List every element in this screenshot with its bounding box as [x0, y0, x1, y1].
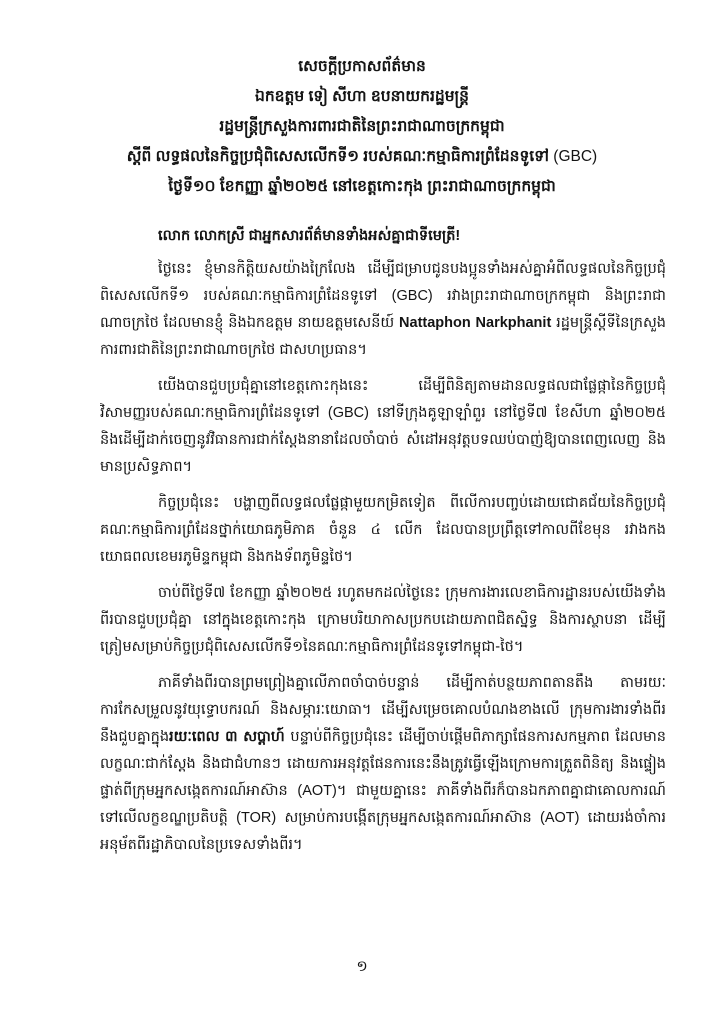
press-release-header: [56, 52, 668, 202]
paragraph-4: [100, 580, 666, 661]
paragraph-text: ថ្ងៃនេះ ខ្ញុំមានកិត្តិយសយ៉ាងក្រៃលែង ដើម្បីជម្រាបជូនបងប្អូនទាំងអស់គ្នាអំពីលទ្ធផលនៃកិច្ចប្រជុំពិសេសលើកទី១ របស់គណៈកម្មាធិការព្រំដែនទូទៅ (GBC) រវាងព្រះរាជាណាចក្រកម្ពុជា និងព្រះរាជាណាចក្រថៃ ដែលមានខ្ញុំ និងឯកឧត្តម នាយឧត្តមសេនីយ៍: [100, 261, 666, 331]
document-title: សេចក្តីប្រកាសព័ត៌មាន: [298, 58, 426, 75]
paragraph-text: ចាប់ពីថ្ងៃទី៧ ខែកញ្ញា ឆ្នាំ២០២៥ រហូតមកដល់ថ្ងៃនេះ ក្រុមការងារលេខាធិការដ្ឋានរបស់យើងទាំងពីរបានជួបប្រជុំគ្នា នៅក្នុងខេត្តកោះកុង ក្រោមបរិយាកាសប្រកបដោយភាពជិតស្និទ្ធ និងការស្ថាបនា ដើម្បីត្រៀមសម្រាប់កិច្ចប្រជុំពិសេសលើកទី១នៃគណៈកម្មាធិការព្រំដែនទូទៅកម្ពុជា-ថៃ។: [100, 585, 666, 655]
document-date-location: ថ្ងៃទី១០ ខែកញ្ញា ឆ្នាំ២០២៥ នៅខេត្តកោះកុង ព្រះរាជាណាចក្រកម្ពុជា: [168, 178, 556, 195]
page-number: ១: [356, 958, 368, 975]
paragraph-text: បន្ទាប់ពីកិច្ចប្រជុំនេះ ដើម្បីចាប់ផ្តើមពិភាក្សាផែនការសកម្មភាព ដែលមានលក្ខណៈជាក់ស្តែង និងជាជំហានៗ ដោយការអនុវត្តផែនការនេះនឹងត្រូវធ្វើឡើងក្រោមការត្រួតពិនិត្យ និងផ្ទៀងផ្ទាត់ពីក្រុមអ្នកសង្កេតការណ៍អាស៊ាន (AOT)។ ជាមួយគ្នានេះ ភាគីទាំងពីរក៏បានឯកភាពគ្នាជាគោលការណ៍ទៅលើលក្ខខណ្ឌប្រតិបត្តិ (TOR) សម្រាប់ការបង្កើតក្រុមអ្នកសង្កេតការណ៍អាស៊ាន (AOT) ដោយរង់ចាំការអនុម័តពីរដ្ឋាភិបាលនៃប្រទេសទាំងពីរ។: [100, 729, 666, 853]
document-subject: [56, 142, 668, 172]
paragraph-5: [100, 670, 666, 859]
paragraph-text: កិច្ចប្រជុំនេះ បង្ហាញពីលទ្ធផលផ្លែផ្កាមួយកម្រិតទៀត ពីលើការបញ្ចប់ដោយជោគជ័យនៃកិច្ចប្រជុំគណៈកម្មាធិការព្រំដែនថ្នាក់យោធភូមិភាគ ចំនួន ៤ លើក ដែលបានប្រព្រឹត្តទៅកាលពីខែមុន រវាងកងយោធពលខេមរភូមិន្ទកម្ពុជា និងកងទ័ពភូមិន្ទថៃ។: [100, 495, 666, 565]
speaker-name: ឯកឧត្តម ទៀ សីហា ឧបនាយករដ្ឋមន្ត្រី: [254, 88, 469, 105]
paragraph-1: [100, 256, 666, 364]
speaker-position: រដ្ឋមន្ត្រីក្រសួងការពារជាតិនៃព្រះរាជាណាចក្រកម្ពុជា: [219, 118, 505, 135]
paragraph-text: រដ្ឋមន្ត្រីស្តីទីនៃក្រសួងការពារជាតិនៃព្រះរាជាណាចក្រថៃ ជាសហប្រធាន។: [100, 315, 666, 358]
subject-acronym: (GBC): [553, 148, 598, 165]
paragraph-bold-text: រយៈពេល ៣ សប្តាហ៍: [169, 729, 285, 745]
paragraph-text: ភាគីទាំងពីរបានព្រមព្រៀងគ្នាលើភាពចាំបាច់បន្ទាន់ ដើម្បីកាត់បន្ថយភាពតានតឹង តាមរយៈការកែសម្រួលនូវយុទ្ធោបករណ៍ និងសម្ភារៈយោធា។ ដើម្បីសម្រេចគោលបំណងខាងលើ ក្រុមការងារទាំងពីរនឹងជួបគ្នាក្នុង: [100, 675, 666, 745]
salutation: លោក លោកស្រី ជាអ្នកសារព័ត៌មានទាំងអស់គ្នាជាទីមេត្រី!: [158, 228, 461, 244]
paragraph-text: យើងបានជួបប្រជុំគ្នានៅខេត្តកោះកុងនេះ ដើម្បីពិនិត្យតាមដានលទ្ធផលជាផ្លែផ្កានៃកិច្ចប្រជុំវិសាមញ្ញរបស់គណៈកម្មាធិការព្រំដែនទូទៅ (GBC) នៅទីក្រុងគូឡាឡាំពួរ នៅថ្ងៃទី៧ ខែសីហា ឆ្នាំ២០២៥ និងដើម្បីដាក់ចេញនូវវិធានការជាក់ស្តែងនានាដែលចាំបាច់ សំដៅអនុវត្តបទឈប់បាញ់ឱ្យបានពេញលេញ និងមានប្រសិទ្ធភាព។: [100, 378, 666, 475]
paragraph-3: [100, 490, 666, 571]
paragraph-2: [100, 373, 666, 481]
paragraph-bold-text: Nattaphon Narkphanit: [399, 315, 552, 331]
document-body: [100, 222, 666, 868]
subject-text: ស្តីពី លទ្ធផលនៃកិច្ចប្រជុំពិសេសលើកទី១ របស់គណៈកម្មាធិការព្រំដែនទូទៅ: [126, 148, 554, 165]
